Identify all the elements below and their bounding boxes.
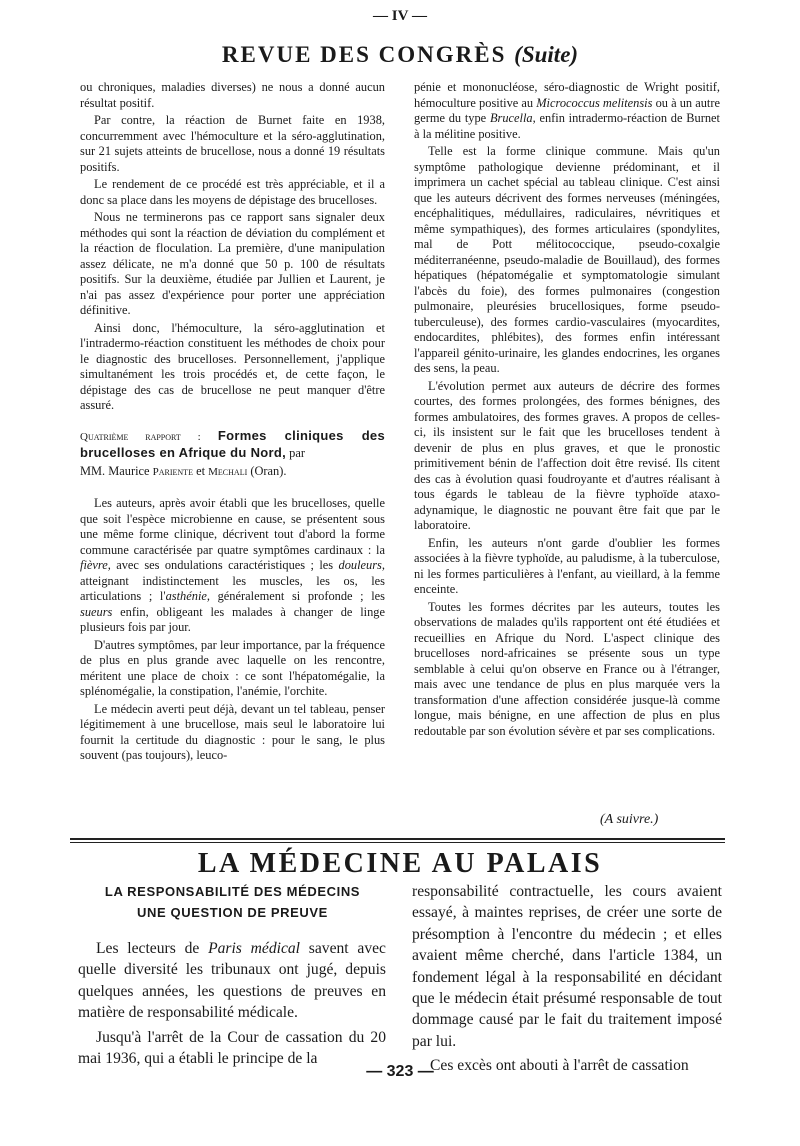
term-sueurs: sueurs	[80, 604, 113, 619]
p6-part-d: généralement si profonde ; les	[217, 589, 385, 603]
medecine-right-column	[412, 881, 722, 1080]
medecine-right-paragraph-1: responsabilité contractuelle, les cours avaient essayé, à maintes reprises, de créer une sorte de présomption à l'encontre du médecin ; et elles avaient même cherché, dans l'article 1384, un fondement légal à la responsabilité en décidant que le médecin était présumé responsable de tout dommage causé par le fait du traitement imposé par lui.	[412, 883, 722, 1050]
p6-part-b: avec ses ondulations caractéristiques ; les	[116, 558, 334, 572]
medecine-left-paragraph-1	[78, 938, 386, 1024]
term-brucella: Brucella,	[489, 111, 536, 125]
left-paragraph-8: Le médecin averti peut déjà, devant un tel tableau, penser légitimement à une brucellose, mais seul le laboratoire lui fournit la certitude du diagnostic : pour le sang, le plus souvent (pas toujours), leuco-	[80, 701, 385, 762]
p6-part-e: enfin, obligeant les malades à changer de linge plusieurs fois par jour.	[80, 604, 385, 634]
right-paragraph-2: Telle est la forme clinique commune. Mais qu'un symptôme pathologique devienne prédominant, et il imprimera un cachet spécial au tableau clinique. C'est ainsi que les auteurs décrivent des formes nerveuses (méningées, encéphalitiques, médullaires, radiculaires, névritiques et même sympathiques), des formes articulaires (spondylites, mal de Pott mélitococcique, pseudo-coxalgie méditerranéenne, pseudo-maladie de Bouillaud), des formes hépatiques (hépatomégalie et symptomatologie simulant l'abcès du foie), des formes pulmonaires (congestion pulmonaire, pleurésies brucellosiques, forme pseudo-tuberculeuse), des formes cardio-vasculaires (myocardites, endocardites, phlébites), des formes enfin intéressant l'appareil génito-urinaire, les glandes endocrines, les organes des sens, la peau.	[414, 144, 720, 375]
page-number-roman: — IV —	[373, 8, 427, 24]
medecine-left-paragraph-2: Jusqu'à l'arrêt de la Cour de cassation du 20 mai 1936, qui a établi le principe de la	[78, 1028, 386, 1068]
article-subhead-1: LA RESPONSABILITÉ DES MÉDECINS	[104, 884, 361, 899]
term-micrococcus: Micrococcus melitensis	[536, 95, 653, 110]
left-paragraph-2: Par contre, la réaction de Burnet faite en 1938, concurremment avec l'hémoculture et la séro-agglutination, sur 21 sujets atteints de brucellose, nous a donné 19 résultats positifs.	[80, 113, 385, 174]
p6-part-c: atteignant indistinctement les muscles, les os, les articulations ; l'	[80, 573, 385, 603]
right-paragraph-1	[414, 80, 720, 142]
left-paragraph-4: Nous ne terminerons pas ce rapport sans signaler deux méthodes qui sont la réaction de déviation du complément et la réaction de floculation. La première, d'une manipulation assez délicate, ne m'a donné que 50 p. 100 de résultats positifs. Sur la deuxième, étudiée par Jullien et Laurent, je n'ai pas assez d'expérience pour porter une appréciation définitive.	[80, 210, 385, 317]
authors-et: et	[196, 463, 206, 478]
ml1-part-b: savent avec quelle diversité les tribunaux ont jugé, depuis quelques années, les questions de preuves en matière de responsabilité médicale.	[78, 940, 386, 1022]
left-paragraph-5: Ainsi donc, l'hémoculture, la séro-agglutination et l'intradermo-réaction constituent les méthodes de choix pour le diagnostic des brucelloses. Personnellement, j'applique simultanément les trois procédés et, de cette façon, le dépistage des cas de brucellose ne peut manquer d'être assuré.	[80, 320, 385, 412]
r1-part-a: pénie et mononucléose, séro-diagnostic de Wright positif, hémoculture positive au	[414, 80, 720, 110]
article-subhead-2: UNE QUESTION DE PREUVE	[137, 905, 328, 920]
section-divider-thin	[70, 842, 725, 843]
term-fievre: fièvre,	[80, 558, 111, 572]
section-title	[0, 42, 800, 68]
report-label: Quatrième rapport :	[80, 430, 201, 443]
section-title-suffix: (Suite)	[514, 42, 579, 67]
page-number: — 323 —	[366, 1063, 434, 1080]
term-douleurs: douleurs,	[338, 558, 385, 572]
medecine-right-paragraph-2: Ces excès ont abouti à l'arrêt de cassation	[430, 1057, 689, 1075]
authors-city: (Oran).	[250, 463, 287, 478]
r1-part-b: ou à un autre germe du type	[414, 95, 720, 125]
left-column	[80, 80, 385, 766]
left-paragraph-1: ou chroniques, maladies diverses) ne nous a donné aucun résultat positif.	[80, 80, 385, 110]
section-title-text: REVUE DES CONGRÈS	[221, 42, 507, 67]
p6-part-a: Les auteurs, après avoir établi que les brucelloses, quelle que soit l'espèce microbienne en cause, se présentent sous une même forme clinique, décrivent tout d'abord la forme commune caractérisée par quatre symptômes cardinaux : la	[80, 496, 385, 557]
right-paragraph-4: Enfin, les auteurs n'ont garde d'oublier les formes associées à la fièvre typhoïde, au paludisme, à la tuberculose, ni les formes particulières à l'enfant, au vieillard, à la femme enceinte.	[414, 535, 720, 596]
left-paragraph-3: Le rendement de ce procédé est très appréciable, et il a donc sa place dans les moyens de dépistage des brucelloses.	[80, 177, 385, 207]
ml1-part-a: Les lecteurs de	[96, 940, 200, 957]
section-divider-thick	[70, 838, 725, 840]
right-paragraph-3: L'évolution permet aux auteurs de décrire des formes courtes, des formes prolongées, des formes bénignes, des formes ambulatoires, des formes graves. A propos de celles-ci, ils insistent sur le fait que les brucelloses tendent à devenir de plus en plus graves, et que le pronostic primitivement bénin de l'affection doit être revisé. Ils citent des cas à évolution quasi foudroyante et d'autres réalisant à tous égards le tableau de la fièvre typhoïde ataxo-adynamique, le diagnostic ne pouvant être fait que par le laboratoire.	[414, 378, 720, 532]
left-paragraph-7: D'autres symptômes, par leur importance, par la fréquence de plus en plus grande avec laquelle on les rencontre, méritent une place de choix : ce sont l'hépatomégalie, la splénomégalie, la constipation, l'anémie, l'orchite.	[80, 637, 385, 698]
author-mechali: Mechali	[208, 465, 248, 478]
right-paragraph-5: Toutes les formes décrites par les auteurs, toutes les observations de malades qu'ils rapportent ont été étudiées et recueillies en Afrique du Nord. L'aspect clinique des brucelloses nord-africaines se présente sous un type semblable à celui qu'on observe en France ou à l'étranger, mais avec une tendance de plus en plus marquée vers la transformation d'une affection considérée jusque-là comme longue, mais bénigne, en une affection de plus en plus redoutable par son évolution sévère et par ses complications.	[414, 599, 720, 738]
left-paragraph-6	[80, 496, 385, 636]
medecine-left-column	[78, 938, 386, 1072]
r1-part-c: enfin intradermo-réaction de Burnet à la mélitine positive.	[414, 111, 720, 141]
report-title: Formes cliniques des brucelloses en Afrique du Nord,	[80, 427, 385, 460]
term-paris-medical: Paris médical	[208, 940, 301, 957]
medecine-title: LA MÉDECINE AU PALAIS	[197, 848, 603, 879]
report-par: par	[289, 446, 305, 460]
term-asthenie: asthénie,	[165, 589, 210, 603]
a-suivre-note: (A suivre.)	[600, 812, 659, 827]
report-heading-line	[80, 428, 385, 462]
authors-prefix: MM. Maurice	[80, 463, 150, 478]
report-authors	[80, 464, 385, 481]
report-heading	[80, 428, 385, 481]
author-pariente: Pariente	[152, 465, 193, 478]
right-column	[414, 80, 720, 741]
